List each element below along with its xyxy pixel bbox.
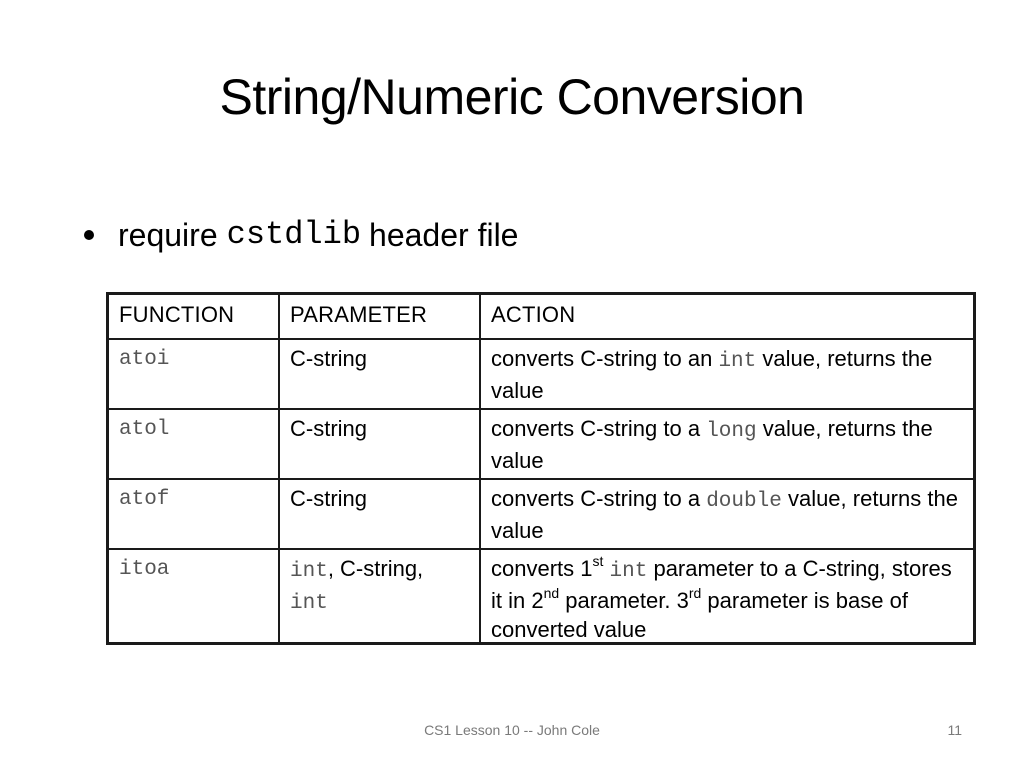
function-name: atoi <box>109 339 279 409</box>
function-name: atof <box>109 479 279 549</box>
bullet-code: cstdlib <box>226 216 362 253</box>
parameter-cell: int, C-string, int <box>279 549 480 644</box>
parameter-cell: C-string <box>279 339 480 409</box>
footer-text: CS1 Lesson 10 -- John Cole <box>424 722 600 738</box>
table-row <box>109 479 973 549</box>
action-cell: converts C-string to a long value, returns the value <box>480 409 973 479</box>
bullet-suffix: header file <box>369 217 519 253</box>
table-row <box>109 339 973 409</box>
parameter-cell: C-string <box>279 409 480 479</box>
header-function: FUNCTION <box>109 295 279 339</box>
page-number: 11 <box>947 722 962 738</box>
action-cell: converts C-string to a double value, returns the value <box>480 479 973 549</box>
function-name: atol <box>109 409 279 479</box>
action-cell: converts 1st int parameter to a C-string, stores it in 2nd parameter. 3rd parameter is base of converted value <box>480 549 973 644</box>
function-table <box>106 292 976 645</box>
table-row <box>109 549 973 644</box>
function-name: itoa <box>109 549 279 644</box>
table-row <box>109 409 973 479</box>
bullet-item <box>80 210 518 260</box>
table-header-row <box>109 295 973 339</box>
parameter-cell: C-string <box>279 479 480 549</box>
header-parameter: PARAMETER <box>279 295 480 339</box>
bullet-prefix: require <box>118 217 218 253</box>
action-cell: converts C-string to an int value, returns the value <box>480 339 973 409</box>
slide-title: String/Numeric Conversion <box>219 69 805 125</box>
header-action: ACTION <box>480 295 973 339</box>
bullet-dot-icon <box>84 230 94 240</box>
